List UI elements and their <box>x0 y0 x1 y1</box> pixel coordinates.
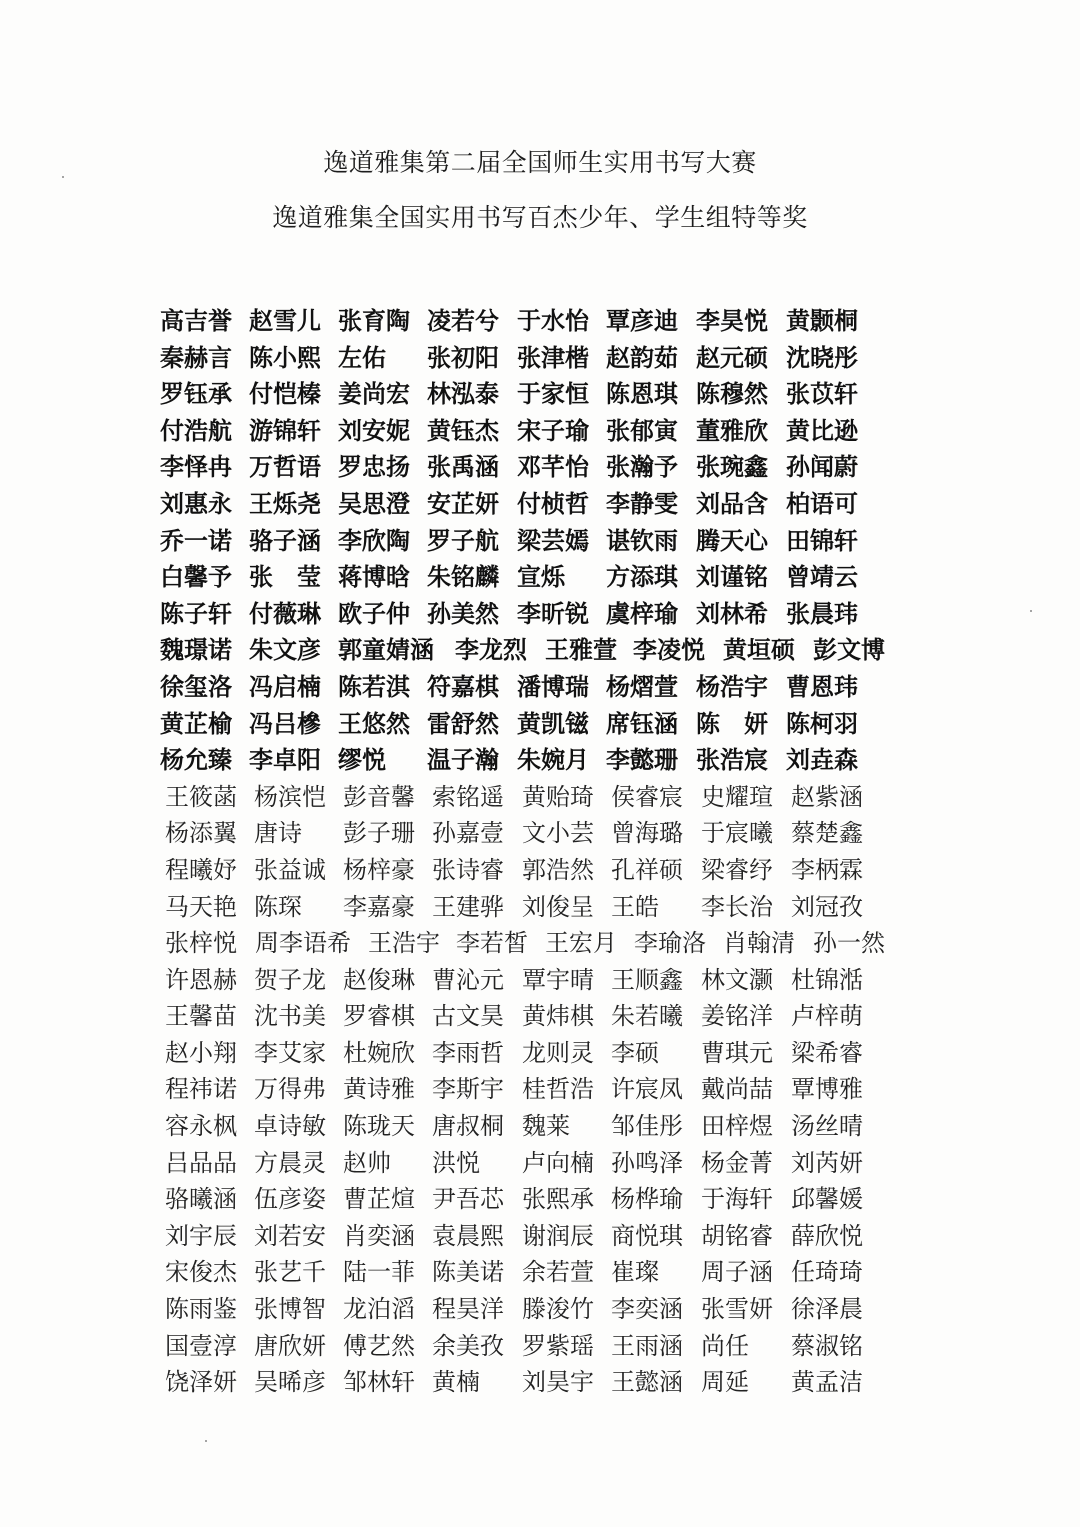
awardee-name: 赵小翔 <box>165 1038 237 1067</box>
awardee-name: 陈琛 <box>254 892 302 921</box>
awardee-name: 陈柯羽 <box>786 708 858 738</box>
awardee-name: 谢润辰 <box>522 1221 594 1250</box>
awardee-name: 唐欣妍 <box>254 1331 326 1360</box>
awardee-name: 滕浚竹 <box>522 1295 594 1324</box>
awardee-name: 伍彦姿 <box>254 1185 326 1214</box>
awardee-name: 曹芷煊 <box>343 1185 415 1214</box>
name-row <box>160 1254 920 1291</box>
awardee-name: 刘林希 <box>696 598 768 628</box>
awardee-name: 陈恩琪 <box>606 379 678 409</box>
awardee-name: 田锦轩 <box>786 525 858 555</box>
awardee-name: 尹吾芯 <box>432 1185 504 1214</box>
name-row <box>160 1035 920 1072</box>
awardee-name: 周李语希 <box>255 929 351 958</box>
awardee-name: 李昕锐 <box>517 598 589 628</box>
awardee-name: 周子涵 <box>701 1258 773 1287</box>
awardee-name: 索铭遥 <box>432 782 504 811</box>
awardee-name: 董雅欣 <box>696 415 768 445</box>
awardee-name: 赵雪儿 <box>249 306 321 335</box>
awardee-name: 王皓 <box>611 892 659 921</box>
awardee-name: 李硕 <box>611 1038 659 1067</box>
scan-speck <box>1030 610 1032 612</box>
awardee-name: 万哲语 <box>249 452 321 482</box>
document-subtitle: 逸道雅集全国实用书写百杰少年、学生组特等奖 <box>272 203 808 232</box>
name-row <box>160 1218 920 1255</box>
awardee-name: 卢向楠 <box>522 1148 594 1177</box>
name-row <box>160 632 920 669</box>
awardee-name: 李长治 <box>701 892 773 921</box>
awardee-name: 于海轩 <box>701 1185 773 1214</box>
awardee-name: 杨金菁 <box>701 1148 773 1177</box>
awardee-name: 李静雯 <box>606 488 678 518</box>
awardee-name: 王馨苗 <box>165 1002 237 1031</box>
awardee-name: 李嘉豪 <box>343 892 415 921</box>
awardee-name: 游锦轩 <box>249 415 321 445</box>
awardee-name: 孙鸣泽 <box>611 1148 683 1177</box>
awardee-name: 陈子轩 <box>160 598 232 628</box>
awardee-name: 杨浩宇 <box>696 671 768 701</box>
awardee-name: 孔祥硕 <box>611 855 683 884</box>
awardee-name: 刘芮妍 <box>791 1148 863 1177</box>
awardee-name: 姜铭洋 <box>701 1002 773 1031</box>
awardee-name: 李懿珊 <box>606 745 678 775</box>
awardee-name: 梁芸嫣 <box>517 525 589 555</box>
awardee-name: 覃宇晴 <box>522 965 594 994</box>
awardee-name: 李瑜洛 <box>634 929 706 958</box>
awardee-name: 刘垚森 <box>786 745 858 775</box>
awardee-name: 郭浩然 <box>522 855 594 884</box>
name-row <box>160 340 920 377</box>
awardee-name: 赵紫涵 <box>791 782 863 811</box>
awardee-name: 陈雨鉴 <box>165 1295 237 1324</box>
awardee-name: 朱婉月 <box>517 745 589 775</box>
awardee-name: 杨梓豪 <box>343 855 415 884</box>
awardee-name: 吕品品 <box>165 1148 237 1177</box>
name-row <box>160 1071 920 1108</box>
awardee-name: 刘谨铭 <box>696 562 768 592</box>
awardee-name: 沈书美 <box>254 1002 326 1031</box>
awardee-name: 曹恩玮 <box>786 671 858 701</box>
awardee-name: 周延 <box>701 1368 749 1397</box>
awardee-name: 温子瀚 <box>427 745 499 775</box>
awardee-name: 左佑 <box>338 342 386 372</box>
awardee-name: 张津楷 <box>517 342 589 372</box>
awardee-name: 徐泽晨 <box>791 1295 863 1324</box>
awardee-name: 赵元硕 <box>696 342 768 372</box>
awardee-name: 王雨涵 <box>611 1331 683 1360</box>
awardee-name: 曹琪元 <box>701 1038 773 1067</box>
awardee-name: 商悦琪 <box>611 1221 683 1250</box>
awardee-name: 蔡楚鑫 <box>791 819 863 848</box>
awardee-name: 袁晨熙 <box>432 1221 504 1250</box>
awardee-name: 梁希睿 <box>791 1038 863 1067</box>
awardee-name: 肖奕涵 <box>343 1221 415 1250</box>
awardee-name: 程昊洋 <box>432 1295 504 1324</box>
awardee-name: 李怿冉 <box>160 452 232 482</box>
awardee-name: 李若皙 <box>456 929 528 958</box>
awardee-name: 谌钦雨 <box>606 525 678 555</box>
awardee-name: 任琦琦 <box>791 1258 863 1287</box>
awardee-name: 宣烁 <box>517 562 565 592</box>
awardee-name: 孙美然 <box>427 598 499 628</box>
awardee-name: 侯睿宸 <box>611 782 683 811</box>
award-name-list <box>160 303 920 1401</box>
awardee-name: 傅艺然 <box>343 1331 415 1360</box>
awardee-name: 刘冠孜 <box>791 892 863 921</box>
awardee-name: 黄钰杰 <box>427 415 499 445</box>
awardee-name: 李凌悦 <box>633 635 705 665</box>
awardee-name: 符嘉棋 <box>427 671 499 701</box>
awardee-name: 张梓悦 <box>165 929 237 958</box>
name-row <box>160 889 920 926</box>
awardee-name: 万得弗 <box>254 1075 326 1104</box>
awardee-name: 黄诗雅 <box>343 1075 415 1104</box>
awardee-name: 缪悦 <box>338 745 386 775</box>
awardee-name: 黄孟洁 <box>791 1368 863 1397</box>
awardee-name: 孙一然 <box>813 929 885 958</box>
awardee-name: 王宏月 <box>545 929 617 958</box>
awardee-name: 覃彦迪 <box>606 306 678 335</box>
awardee-name: 古文昊 <box>432 1002 504 1031</box>
awardee-name: 杨允臻 <box>160 745 232 775</box>
awardee-name: 邹林轩 <box>343 1368 415 1397</box>
awardee-name: 杜婉欣 <box>343 1038 415 1067</box>
awardee-name: 刘昊宇 <box>522 1368 594 1397</box>
awardee-name: 曾海璐 <box>611 819 683 848</box>
awardee-name: 陈珑天 <box>343 1112 415 1141</box>
name-row <box>160 742 920 779</box>
name-row <box>160 376 920 413</box>
awardee-name: 崔璨 <box>611 1258 659 1287</box>
awardee-name: 史耀瑄 <box>701 782 773 811</box>
awardee-name: 潘博瑞 <box>517 671 589 701</box>
awardee-name: 卢梓萌 <box>791 1002 863 1031</box>
awardee-name: 刘惠永 <box>160 488 232 518</box>
awardee-name: 罗忠扬 <box>338 452 410 482</box>
awardee-name: 骆子涵 <box>249 525 321 555</box>
scan-speck <box>205 1440 207 1442</box>
awardee-name: 张博智 <box>254 1295 326 1324</box>
awardee-name: 欧子仲 <box>338 598 410 628</box>
awardee-name: 王筱菡 <box>165 782 237 811</box>
awardee-name: 沈晓彤 <box>786 342 858 372</box>
awardee-name: 邹佳彤 <box>611 1112 683 1141</box>
awardee-name: 曹沁元 <box>432 965 504 994</box>
awardee-name: 黄炜棋 <box>522 1002 594 1031</box>
awardee-name: 柏语可 <box>786 488 858 518</box>
awardee-name: 梁睿纾 <box>701 855 773 884</box>
awardee-name: 邓芊怡 <box>517 452 589 482</box>
awardee-name: 覃博雅 <box>791 1075 863 1104</box>
awardee-name: 洪悦 <box>432 1148 480 1177</box>
awardee-name: 宋子瑜 <box>517 415 589 445</box>
awardee-name: 安芷妍 <box>427 488 499 518</box>
awardee-name: 陈 妍 <box>696 708 768 738</box>
name-row <box>160 669 920 706</box>
awardee-name: 李奕涵 <box>611 1295 683 1324</box>
awardee-name: 于宸曦 <box>701 819 773 848</box>
name-row <box>160 706 920 743</box>
name-row <box>160 1108 920 1145</box>
name-row <box>160 1145 920 1182</box>
awardee-name: 王懿涵 <box>611 1368 683 1397</box>
awardee-name: 薛欣悦 <box>791 1221 863 1250</box>
awardee-name: 罗钰承 <box>160 379 232 409</box>
awardee-name: 张苡轩 <box>786 379 858 409</box>
name-row <box>160 413 920 450</box>
awardee-name: 黄贻琦 <box>522 782 594 811</box>
awardee-name: 骆曦涵 <box>165 1185 237 1214</box>
document-title: 逸道雅集第二届全国师生实用书写大赛 <box>323 148 757 177</box>
awardee-name: 吴晞彦 <box>254 1368 326 1397</box>
awardee-name: 唐诗 <box>254 819 302 848</box>
awardee-name: 魏莱 <box>522 1112 570 1141</box>
name-row <box>160 1291 920 1328</box>
awardee-name: 黄芷榆 <box>160 708 232 738</box>
awardee-name: 于水怡 <box>517 306 589 335</box>
awardee-name: 戴尚喆 <box>701 1075 773 1104</box>
awardee-name: 张浩宸 <box>696 745 768 775</box>
awardee-name: 余美孜 <box>432 1331 504 1360</box>
awardee-name: 王雅萱 <box>545 635 617 665</box>
awardee-name: 王顺鑫 <box>611 965 683 994</box>
awardee-name: 刘品含 <box>696 488 768 518</box>
awardee-name: 桂哲浩 <box>522 1075 594 1104</box>
awardee-name: 虞梓瑜 <box>606 598 678 628</box>
awardee-name: 张琬鑫 <box>696 452 768 482</box>
awardee-name: 朱文彦 <box>249 635 321 665</box>
name-row <box>160 303 920 340</box>
name-row <box>160 815 920 852</box>
awardee-name: 黄颢桐 <box>786 306 858 335</box>
awardee-name: 唐叔桐 <box>432 1112 504 1141</box>
awardee-name: 郭童婧涵 <box>338 635 434 665</box>
awardee-name: 秦赫言 <box>160 342 232 372</box>
awardee-name: 冯启楠 <box>249 671 321 701</box>
awardee-name: 张益诚 <box>254 855 326 884</box>
awardee-name: 方添琪 <box>606 562 678 592</box>
awardee-name: 凌若兮 <box>427 306 499 335</box>
awardee-name: 付桢哲 <box>517 488 589 518</box>
awardee-name: 饶泽妍 <box>165 1368 237 1397</box>
awardee-name: 陆一菲 <box>343 1258 415 1287</box>
awardee-name: 张晨玮 <box>786 598 858 628</box>
awardee-name: 王悠然 <box>338 708 410 738</box>
name-row <box>160 1364 920 1401</box>
awardee-name: 魏璟诺 <box>160 635 232 665</box>
name-row <box>160 523 920 560</box>
name-row <box>160 962 920 999</box>
awardee-name: 曾靖云 <box>786 562 858 592</box>
awardee-name: 孙嘉壹 <box>432 819 504 848</box>
awardee-name: 张诗睿 <box>432 855 504 884</box>
awardee-name: 龙则灵 <box>522 1038 594 1067</box>
awardee-name: 席钰涵 <box>606 708 678 738</box>
name-row <box>160 998 920 1035</box>
awardee-name: 赵帅 <box>343 1148 391 1177</box>
awardee-name: 黄凯镃 <box>517 708 589 738</box>
name-row <box>160 486 920 523</box>
name-row <box>160 852 920 889</box>
awardee-name: 张熙承 <box>522 1185 594 1214</box>
awardee-name: 刘俊呈 <box>522 892 594 921</box>
awardee-name: 彭文博 <box>813 635 885 665</box>
awardee-name: 王浩宇 <box>368 929 440 958</box>
awardee-name: 邱馨媛 <box>791 1185 863 1214</box>
awardee-name: 陈美诺 <box>432 1258 504 1287</box>
awardee-name: 杨添翼 <box>165 819 237 848</box>
awardee-name: 杨桦瑜 <box>611 1185 683 1214</box>
name-row <box>160 596 920 633</box>
awardee-name: 高吉誉 <box>160 306 232 335</box>
awardee-name: 张初阳 <box>427 342 499 372</box>
name-row <box>160 925 920 962</box>
awardee-name: 白馨予 <box>160 562 232 592</box>
awardee-name: 张禹涵 <box>427 452 499 482</box>
awardee-name: 李柄霖 <box>791 855 863 884</box>
awardee-name: 龙泊滔 <box>343 1295 415 1324</box>
awardee-name: 容永枫 <box>165 1112 237 1141</box>
awardee-name: 李龙烈 <box>455 635 527 665</box>
awardee-name: 王建骅 <box>432 892 504 921</box>
awardee-name: 付恺榛 <box>249 379 321 409</box>
awardee-name: 张郁寅 <box>606 415 678 445</box>
awardee-name: 张雪妍 <box>701 1295 773 1324</box>
awardee-name: 刘若安 <box>254 1221 326 1250</box>
awardee-name: 乔一诺 <box>160 525 232 555</box>
awardee-name: 蔡淑铭 <box>791 1331 863 1360</box>
awardee-name: 程曦妤 <box>165 855 237 884</box>
scan-speck <box>62 176 64 178</box>
awardee-name: 李斯宇 <box>432 1075 504 1104</box>
awardee-name: 李雨哲 <box>432 1038 504 1067</box>
awardee-name: 程祎诺 <box>165 1075 237 1104</box>
awardee-name: 李卓阳 <box>249 745 321 775</box>
awardee-name: 余若萱 <box>522 1258 594 1287</box>
awardee-name: 李艾家 <box>254 1038 326 1067</box>
awardee-name: 张育陶 <box>338 306 410 335</box>
awardee-name: 张 莹 <box>249 562 321 592</box>
awardee-name: 徐玺洛 <box>160 671 232 701</box>
name-row <box>160 1181 920 1218</box>
awardee-name: 刘安妮 <box>338 415 410 445</box>
awardee-name: 汤丝晴 <box>791 1112 863 1141</box>
awardee-name: 李欣陶 <box>338 525 410 555</box>
awardee-name: 林文灏 <box>701 965 773 994</box>
awardee-name: 许恩赫 <box>165 965 237 994</box>
awardee-name: 杨熠萱 <box>606 671 678 701</box>
awardee-name: 王烁尧 <box>249 488 321 518</box>
awardee-name: 付薇琳 <box>249 598 321 628</box>
awardee-name: 黄比逊 <box>786 415 858 445</box>
awardee-name: 田梓煜 <box>701 1112 773 1141</box>
awardee-name: 付浩航 <box>160 415 232 445</box>
awardee-name: 文小芸 <box>522 819 594 848</box>
awardee-name: 罗睿棋 <box>343 1002 415 1031</box>
awardee-name: 肖翰清 <box>723 929 795 958</box>
awardee-name: 赵俊琳 <box>343 965 415 994</box>
awardee-name: 赵韵茹 <box>606 342 678 372</box>
awardee-name: 孙闻蔚 <box>786 452 858 482</box>
awardee-name: 林泓泰 <box>427 379 499 409</box>
awardee-name: 黄楠 <box>432 1368 480 1397</box>
awardee-name: 腾天心 <box>696 525 768 555</box>
awardee-name: 贺子龙 <box>254 965 326 994</box>
awardee-name: 胡铭睿 <box>701 1221 773 1250</box>
awardee-name: 陈若淇 <box>338 671 410 701</box>
awardee-name: 刘宇辰 <box>165 1221 237 1250</box>
awardee-name: 卓诗敏 <box>254 1112 326 1141</box>
awardee-name: 国壹淳 <box>165 1331 237 1360</box>
name-row <box>160 559 920 596</box>
awardee-name: 宋俊杰 <box>165 1258 237 1287</box>
awardee-name: 雷舒然 <box>427 708 499 738</box>
awardee-name: 陈小熙 <box>249 342 321 372</box>
name-row <box>160 449 920 486</box>
awardee-name: 彭子珊 <box>343 819 415 848</box>
awardee-name: 彭音馨 <box>343 782 415 811</box>
awardee-name: 于家恒 <box>517 379 589 409</box>
awardee-name: 姜尚宏 <box>338 379 410 409</box>
awardee-name: 尚任 <box>701 1331 749 1360</box>
awardee-name: 蒋博晗 <box>338 562 410 592</box>
awardee-name: 张艺千 <box>254 1258 326 1287</box>
awardee-name: 冯吕槮 <box>249 708 321 738</box>
awardee-name: 朱若曦 <box>611 1002 683 1031</box>
awardee-name: 杨滨恺 <box>254 782 326 811</box>
awardee-name: 许宸凤 <box>611 1075 683 1104</box>
awardee-name: 杜锦湉 <box>791 965 863 994</box>
name-row <box>160 779 920 816</box>
awardee-name: 李昊悦 <box>696 306 768 335</box>
awardee-name: 马天艳 <box>165 892 237 921</box>
awardee-name: 吴思澄 <box>338 488 410 518</box>
awardee-name: 朱铭麟 <box>427 562 499 592</box>
awardee-name: 罗紫瑶 <box>522 1331 594 1360</box>
awardee-name: 方晨灵 <box>254 1148 326 1177</box>
awardee-name: 陈穆然 <box>696 379 768 409</box>
name-row <box>160 1328 920 1365</box>
awardee-name: 黄垣硕 <box>723 635 795 665</box>
awardee-name: 罗子航 <box>427 525 499 555</box>
awardee-name: 张瀚予 <box>606 452 678 482</box>
